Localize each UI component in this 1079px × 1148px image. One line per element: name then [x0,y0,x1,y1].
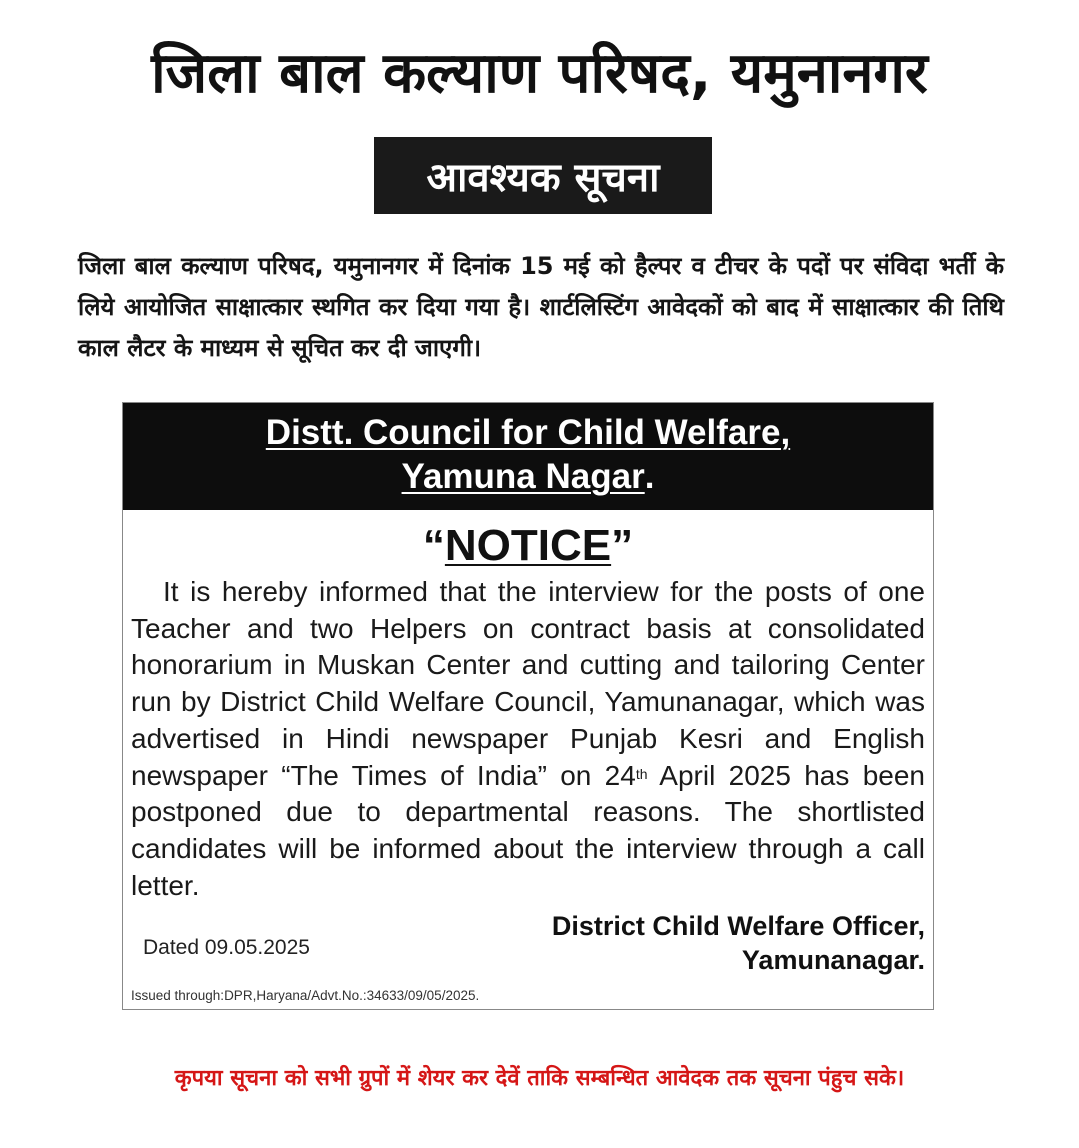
org-name-suffix: . [644,457,655,496]
org-name-line1: Distt. Council for Child Welfare, [265,413,791,452]
notice-body-part2: April 2025 has been postponed due to departmental reasons. The shortlisted candidates will be informed about the interview through a call letter. [131,759,925,901]
english-notice-clipping [122,402,934,1010]
signature-title: District Child Welfare Officer, [551,911,925,941]
signature-block [552,909,925,977]
signature-place: Yamunanagar. [741,945,925,975]
dated-text: Dated 09.05.2025 [143,936,310,959]
notice-body-sup: th [635,765,648,782]
notice-org-header [123,403,933,510]
heading-quote-close: ” [611,521,634,570]
notice-heading [123,520,933,572]
notice-label-banner [374,137,712,214]
heading-quote-open: “ [422,521,445,570]
org-name-line2: Yamuna Nagar [401,457,645,496]
issued-through-text: Issued through:DPR,Haryana/Advt.No.:34633/09/05/2025. [131,988,480,1003]
notice-label-text: आवश्यक सूचना [426,155,660,201]
hindi-notice-paragraph: जिला बाल कल्याण परिषद, यमुनानगर में दिनांक 15 मई को हैल्पर व टीचर के पदों पर संविदा भर्ती के लिये आयोजित साक्षात्कार स्थगित कर दिया गया है। शार्टलिस्टिंग आवेदकों को बाद में साक्षात्कार की तिथि काल लैटर के माध्यम से सूचित कर दी जाएगी। [78,252,1004,362]
heading-word: NOTICE [444,521,612,570]
page-title: जिला बाल कल्याण परिषद, यमुनानगर [151,41,928,106]
share-request-footer: कृपया सूचना को सभी ग्रुपों में शेयर कर देवें ताकि सम्बन्धित आवेदक तक सूचना पंहुच सके। [174,1066,905,1091]
notice-body-part1: It is hereby informed that the interview for the posts of one Teacher and two Helpers on contract basis at consolidated honorarium in Muskan Center and cutting and tailoring Center run by District Child Welfare Council, Yamunanagar, which was advertised in Hindi newspaper Punjab Kesri and English newspaper “The Times of India” on 24 [131,576,925,791]
notice-body [131,574,925,904]
